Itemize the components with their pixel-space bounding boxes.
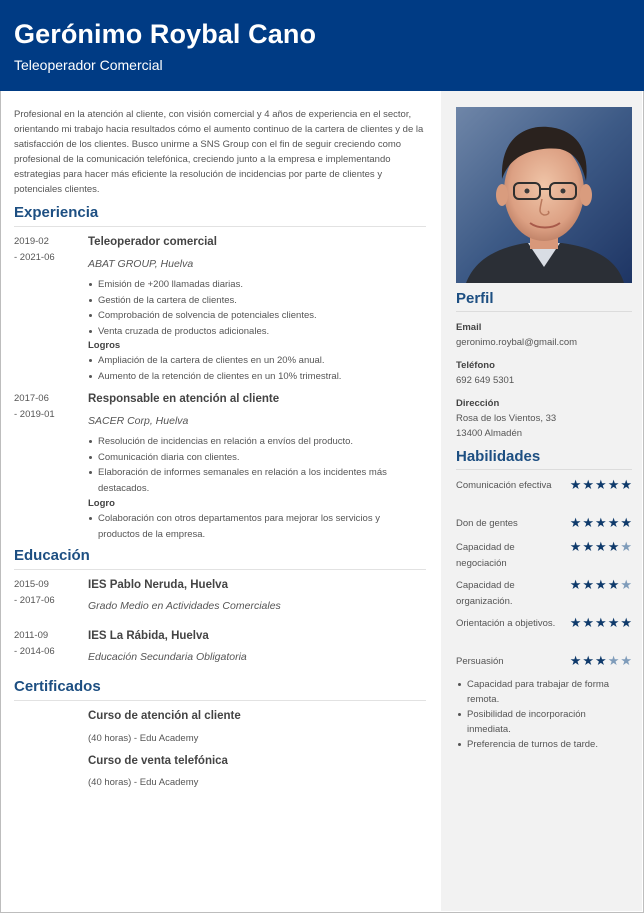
profile-summary: Profesional en la atención al cliente, con visión comercial y 4 años de experiencia en el sector, orientando mi trabajo hacia resultados cómo el aumento continuo de la cartera de clientes y de la satisfacción de los clientes. Busco unirme a SNS Group con el fin de seguir creciendo como profesional de la comunicación telefónica, creciendo junto a la empresa e implementando estrategias para hacer más eficiente la resolución de incidencias por parte de clientes y potenciales clientes.: [14, 109, 424, 195]
star-empty-icon: ★: [607, 653, 620, 668]
certificates-divider: [14, 700, 426, 701]
achievements-label: Logros: [88, 340, 121, 351]
education-entry: [14, 628, 426, 672]
certificate-detail: (40 horas) - Edu Academy: [88, 777, 199, 788]
skill-rating: [570, 516, 632, 529]
list-item: Aumento de la retención de clientes en un 10% trimestral.: [88, 369, 423, 385]
email-value: geronimo.roybal@gmail.com: [456, 337, 578, 348]
list-item: Colaboración con otros departamentos para mejorar los servicios y productos de la empresa.: [88, 511, 423, 542]
list-item: Preferencia de turnos de tarde.: [456, 737, 632, 752]
phone-label: Teléfono: [456, 360, 495, 371]
list-item: Venta cruzada de productos adicionales.: [88, 324, 423, 340]
star-filled-icon: ★: [582, 515, 595, 530]
experience-entry: [14, 391, 426, 546]
degree-name: Grado Medio en Actividades Comerciales: [88, 600, 281, 612]
star-filled-icon: ★: [595, 615, 607, 630]
star-filled-icon: ★: [569, 477, 582, 492]
profile-section-title: Perfil: [456, 290, 494, 307]
star-filled-icon: ★: [607, 577, 620, 592]
date-end: - 2017-06: [14, 595, 55, 606]
experience-section-title: Experiencia: [14, 204, 99, 221]
skill-name: Comunicación efectiva: [456, 480, 552, 491]
certificate-name: Curso de venta telefónica: [88, 755, 228, 767]
list-item: Elaboración de informes semanales en relación a los incidentes más destacados.: [88, 465, 423, 496]
star-filled-icon: ★: [569, 615, 582, 630]
star-filled-icon: ★: [595, 515, 607, 530]
star-filled-icon: ★: [569, 539, 582, 554]
star-empty-icon: ★: [620, 577, 632, 592]
email-label: Email: [456, 322, 482, 333]
star-filled-icon: ★: [569, 653, 582, 668]
skill-rating: [570, 616, 632, 629]
list-item: Resolución de incidencias en relación a envíos del producto.: [88, 434, 423, 450]
experience-entry: [14, 234, 426, 389]
skill-name: Capacidad de negociación: [456, 542, 515, 569]
profile-photo: [456, 107, 632, 283]
skills-divider: [456, 469, 632, 470]
star-filled-icon: ★: [620, 477, 632, 492]
job-achievements: [88, 511, 423, 542]
job-responsibilities: [88, 277, 423, 339]
star-filled-icon: ★: [607, 539, 620, 554]
resume-header: [0, 0, 644, 91]
star-filled-icon: ★: [582, 577, 595, 592]
company-name: ABAT GROUP, Huelva: [88, 258, 194, 270]
skill-name: Don de gentes: [456, 518, 518, 529]
education-section-title: Educación: [14, 547, 90, 564]
list-item: Posibilidad de incorporación inmediata.: [456, 707, 632, 737]
date-start: 2017-06: [14, 393, 49, 404]
date-start: 2011-09: [14, 630, 49, 641]
star-filled-icon: ★: [620, 515, 632, 530]
skill-rating: [570, 654, 632, 667]
skills-section-title: Habilidades: [456, 448, 541, 465]
job-title: Teleoperador comercial: [88, 236, 217, 248]
degree-name: Educación Secundaria Obligatoria: [88, 651, 247, 663]
education-entry: [14, 577, 426, 621]
achievements-label: Logro: [88, 498, 115, 509]
date-end: - 2019-01: [14, 409, 55, 420]
star-empty-icon: ★: [620, 539, 632, 554]
job-title: Responsable en atención al cliente: [88, 393, 280, 405]
star-filled-icon: ★: [582, 539, 595, 554]
date-end: - 2014-06: [14, 646, 55, 657]
star-filled-icon: ★: [595, 653, 607, 668]
star-filled-icon: ★: [595, 477, 607, 492]
star-filled-icon: ★: [607, 615, 620, 630]
date-start: 2015-09: [14, 579, 49, 590]
star-filled-icon: ★: [620, 615, 632, 630]
star-filled-icon: ★: [595, 577, 607, 592]
skill-row: [456, 616, 632, 632]
skill-row: [456, 516, 632, 532]
certificate-entry: [14, 755, 426, 795]
skill-row: [456, 578, 632, 609]
star-filled-icon: ★: [569, 577, 582, 592]
certificate-detail: (40 horas) - Edu Academy: [88, 733, 199, 744]
date-start: 2019-02: [14, 236, 49, 247]
certificate-name: Curso de atención al cliente: [88, 710, 241, 722]
star-filled-icon: ★: [607, 477, 620, 492]
skill-rating: [570, 478, 632, 491]
date-end: - 2021-06: [14, 252, 55, 263]
candidate-role: Teleoperador Comercial: [14, 57, 163, 73]
job-responsibilities: [88, 434, 423, 496]
star-filled-icon: ★: [582, 615, 595, 630]
experience-divider: [14, 226, 426, 227]
profile-divider: [456, 311, 632, 312]
skill-row: [456, 540, 632, 571]
star-filled-icon: ★: [607, 515, 620, 530]
phone-value: 692 649 5301: [456, 375, 515, 386]
company-name: SACER Corp, Huelva: [88, 415, 189, 427]
star-empty-icon: ★: [620, 653, 632, 668]
skill-name: Orientación a objetivos.: [456, 618, 556, 629]
skill-name: Persuasión: [456, 656, 504, 667]
skill-row: [456, 654, 632, 670]
skill-rating: [570, 540, 632, 553]
address-label: Dirección: [456, 398, 500, 409]
school-name: IES La Rábida, Huelva: [88, 630, 209, 642]
skill-rating: [570, 578, 632, 591]
list-item: Capacidad para trabajar de forma remota.: [456, 677, 632, 707]
star-filled-icon: ★: [569, 515, 582, 530]
candidate-name: Gerónimo Roybal Cano: [14, 19, 317, 49]
education-divider: [14, 569, 426, 570]
star-filled-icon: ★: [582, 477, 595, 492]
job-achievements: [88, 353, 423, 384]
list-item: Ampliación de la cartera de clientes en un 20% anual.: [88, 353, 423, 369]
star-filled-icon: ★: [582, 653, 595, 668]
star-filled-icon: ★: [595, 539, 607, 554]
additional-skills-list: [456, 677, 632, 752]
list-item: Comunicación diaria con clientes.: [88, 450, 423, 466]
skill-name: Capacidad de organización.: [456, 580, 515, 607]
list-item: Emisión de +200 llamadas diarias.: [88, 277, 423, 293]
school-name: IES Pablo Neruda, Huelva: [88, 579, 228, 591]
certificates-section-title: Certificados: [14, 678, 101, 695]
skill-row: [456, 478, 632, 494]
address-line-1: Rosa de los Vientos, 33: [456, 413, 557, 424]
list-item: Comprobación de solvencia de potenciales clientes.: [88, 308, 423, 324]
address-line-2: 13400 Almadén: [456, 428, 523, 439]
certificate-entry: [14, 710, 426, 750]
list-item: Gestión de la cartera de clientes.: [88, 293, 423, 309]
